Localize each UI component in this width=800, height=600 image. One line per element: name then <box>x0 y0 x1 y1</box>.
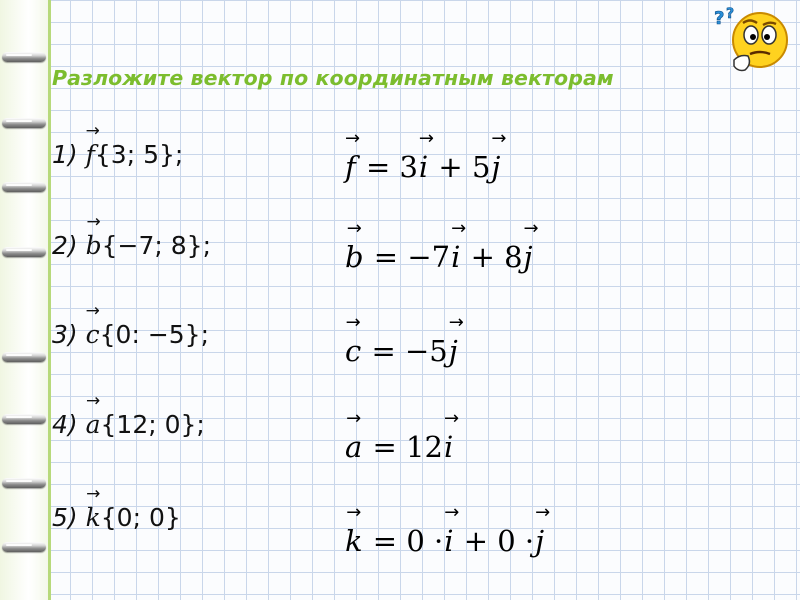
equation-term: = −5 <box>371 334 448 368</box>
unit-vector-i: → i <box>451 240 460 274</box>
vector-symbol: → k <box>345 524 363 558</box>
equation-term: = 12 <box>372 430 443 464</box>
unit-vector-i: → i <box>444 524 453 558</box>
vector-symbol: → c <box>86 320 100 349</box>
vector-symbol: → f <box>345 150 356 184</box>
vector-coordinates: {0: −5}; <box>99 320 210 349</box>
problem-row <box>52 140 183 169</box>
equation-term: + 5 <box>438 150 491 184</box>
binder-ring <box>2 478 46 488</box>
unit-vector-i: → i <box>419 150 428 184</box>
unit-vector-j: → j <box>535 524 544 558</box>
binder-ring <box>2 414 46 424</box>
unit-vector-j: → j <box>491 150 500 184</box>
vector-coordinates: {12; 0}; <box>100 410 205 439</box>
vector-symbol: → a <box>345 430 362 464</box>
equation-term: = 0 · <box>372 524 444 558</box>
binder-ring <box>2 52 46 62</box>
equation-term: = 3 <box>365 150 418 184</box>
problem-row <box>52 410 205 439</box>
problem-number: 3) <box>52 320 78 349</box>
vector-coordinates: {0; 0} <box>100 503 181 532</box>
equation-term: + 0 · <box>463 524 535 558</box>
problem-row <box>52 503 181 532</box>
binder-ring <box>2 118 46 128</box>
answer-row <box>345 240 533 274</box>
answer-row <box>345 150 500 184</box>
svg-text:?: ? <box>726 6 735 22</box>
page-title: Разложите вектор по координатным векторам <box>52 66 614 90</box>
problem-row <box>52 231 211 260</box>
problem-number: 2) <box>52 231 78 260</box>
vector-coordinates: {−7; 8}; <box>101 231 212 260</box>
equation-term: = −7 <box>373 240 451 274</box>
vector-symbol: → f <box>86 140 95 169</box>
binder-ring <box>2 352 46 362</box>
svg-text:?: ? <box>714 8 725 29</box>
binder-ring <box>2 542 46 552</box>
answer-row <box>345 430 453 464</box>
vector-symbol: → b <box>86 231 102 260</box>
unit-vector-j: → j <box>524 240 533 274</box>
answer-row <box>345 334 458 368</box>
problem-number: 4) <box>52 410 78 439</box>
vector-coordinates: {3; 5}; <box>94 140 184 169</box>
unit-vector-j: → j <box>449 334 458 368</box>
vector-symbol: → k <box>86 503 101 532</box>
vector-symbol: → c <box>345 334 361 368</box>
problem-row <box>52 320 209 349</box>
margin-line <box>48 0 51 600</box>
equation-term: + 8 <box>470 240 523 274</box>
problem-number: 1) <box>52 140 78 169</box>
unit-vector-i: → i <box>444 430 453 464</box>
binder-ring <box>2 182 46 192</box>
problem-number: 5) <box>52 503 78 532</box>
notebook-spine <box>0 0 48 600</box>
answer-row <box>345 524 544 558</box>
vector-symbol: → b <box>345 240 364 274</box>
binder-ring <box>2 247 46 257</box>
vector-symbol: → a <box>86 410 101 439</box>
